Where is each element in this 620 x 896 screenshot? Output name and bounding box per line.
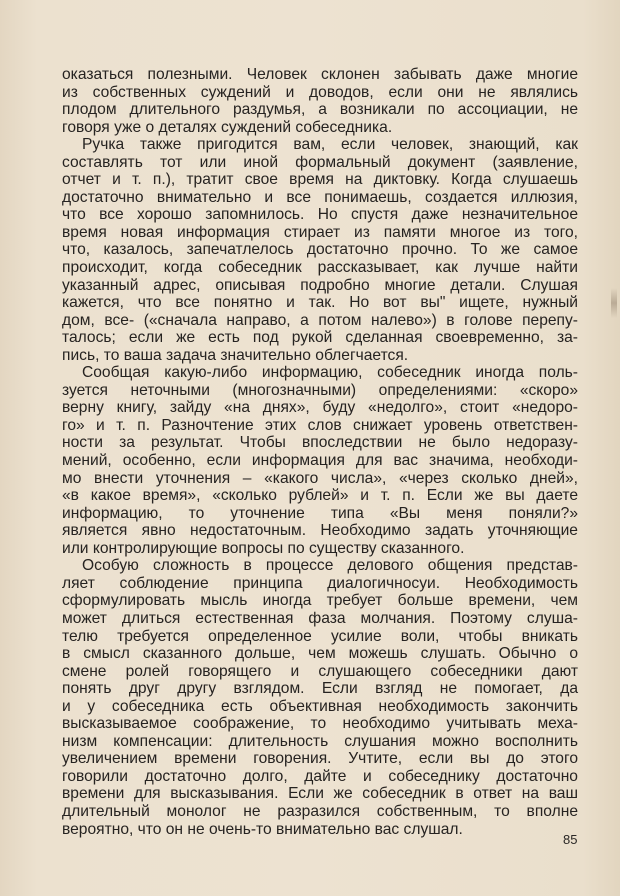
text-line: является явно недостаточным. Необходимо задать уточняющие — [62, 522, 578, 540]
text-line: может длиться естественная фаза молчания. Поэтому слуша- — [62, 609, 578, 627]
text-line: времени для высказывания. Если же собеседник в ответ на ваш — [62, 785, 578, 803]
text-line: дом, все- («сначала направо, а потом налево») в голове перепу- — [62, 311, 578, 329]
text-line: и у собеседника есть объективная необходимость закончить — [62, 697, 578, 715]
paragraph-first-line: Особую сложность в процессе делового общения представ- — [82, 557, 578, 575]
text-line: высказываемое соображение, то необходимо учитывать меха- — [62, 715, 578, 733]
text-line: вероятно, что он не очень-то внимательно вас слушал. — [62, 820, 463, 838]
text-line: талось; если же есть под рукой сделанная своевременно, за- — [62, 329, 578, 347]
text-line: говоря уже о деталях суждений собеседника. — [62, 118, 393, 136]
text-line: происходит, когда собеседник рассказывает, как лучше найти — [62, 259, 578, 277]
text-line: говорили достаточно долго, дайте и собеседнику достаточно — [62, 767, 578, 785]
text-line: низм компенсации: длительность слушания можно восполнить — [62, 732, 578, 750]
text-line: достаточно внимательно и все понимаешь, создается иллюзия, — [62, 188, 578, 206]
text-line: указанный адрес, описывая подробно многие детали. Слушая — [62, 276, 578, 294]
text-line: составлять тот или иной формальный документ (заявление, — [62, 153, 578, 171]
text-line: оказаться полезными. Человек склонен забывать даже многие — [62, 66, 578, 83]
text-line: понять друг другу взглядом. Если взгляд не помогает, да — [62, 680, 578, 698]
text-line: «в какое время», «сколько рублей» и т. п. Если же вы даете — [62, 487, 578, 505]
text-line: время новая информация стирает из памяти многое из того, — [62, 223, 578, 241]
text-line: верну книгу, зайду «на днях», буду «недолго», стоит «недоро- — [62, 399, 578, 417]
text-line: из собственных суждений и доводов, если они не являлись — [62, 83, 578, 101]
paragraph-first-line: Сообщая какую-либо информацию, собеседник иногда поль- — [82, 364, 578, 382]
text-line: или контролирующие вопросы по существу сказанного. — [62, 539, 465, 557]
text-line: плодом длительного раздумья, а возникали по ассоциации, не — [62, 101, 578, 119]
paragraph-first-line: Ручка также пригодится вам, если человек, знающий, как — [82, 136, 578, 154]
text-line: отчет и т. п.), тратит свое время на диктовку. Когда слушаешь — [62, 171, 578, 189]
text-line: кажется, что все понятно и так. Но вот вы" ищете, нужный — [62, 294, 578, 312]
text-line: ности за результат. Чтобы впоследствии не было недоразу- — [62, 434, 578, 452]
text-line: что, казалось, запечатлелось достаточно прочно. То же самое — [62, 241, 578, 259]
text-line: в смысл сказанного дольше, чем можешь слушать. Обычно о — [62, 645, 578, 663]
text-line: мений, особенно, если информация для вас значима, необходи- — [62, 452, 578, 470]
text-line: увеличением времени говорения. Учтите, если вы до этого — [62, 750, 578, 768]
text-line: что все хорошо запомнилось. Но спустя даже незначительное — [62, 206, 578, 224]
text-line: мо внести уточнения – «какого числа», «через сколько дней», — [62, 469, 578, 487]
page-edge-mark — [611, 288, 617, 318]
text-line: пись, то ваша задача значительно облегчается. — [62, 346, 409, 364]
text-line: зуется неточными (многозначными) определениями: «скоро» — [62, 381, 578, 399]
page-number: 85 — [563, 832, 578, 847]
text-line: длительный монолог не разразился собственным, то вполне — [62, 802, 578, 820]
text-line: телю требуется определенное усилие воли, чтобы вникать — [62, 627, 578, 645]
text-line: сформулировать мысль иногда требует больше времени, чем — [62, 592, 578, 610]
text-line: ляет соблюдение принципа диалогичносуи. Необходимость — [62, 574, 578, 592]
text-line: го» и т. п. Разночтение этих слов снижает уровень ответствен- — [62, 416, 578, 434]
text-line: смене ролей говорящего и слушающего собеседники дают — [62, 662, 578, 680]
text-line: информацию, то уточнение типа «Вы меня поняли?» — [62, 504, 578, 522]
body-text — [62, 66, 578, 838]
